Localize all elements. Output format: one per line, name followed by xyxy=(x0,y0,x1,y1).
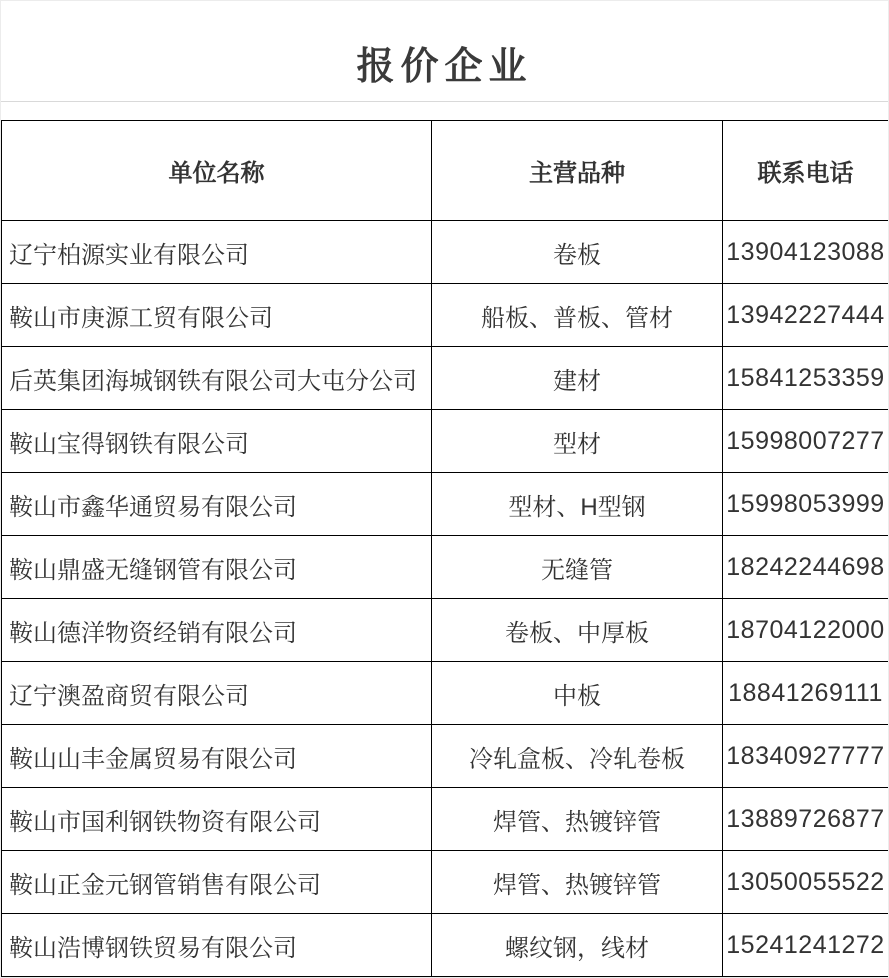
phone-cell: 18340927777 xyxy=(723,725,889,788)
table-row xyxy=(2,473,889,536)
company-cell: 鞍山市国利钢铁物资有限公司 xyxy=(2,788,432,851)
table-row xyxy=(2,347,889,410)
table-row xyxy=(2,788,889,851)
phone-cell: 13889726877 xyxy=(723,788,889,851)
products-cell: 型材、H型钢 xyxy=(432,473,723,536)
phone-cell: 15841253359 xyxy=(723,347,889,410)
company-cell: 鞍山山丰金属贸易有限公司 xyxy=(2,725,432,788)
title-section xyxy=(1,1,888,102)
phone-cell: 13942227444 xyxy=(723,284,889,347)
products-cell: 无缝管 xyxy=(432,536,723,599)
company-cell: 鞍山市庚源工贸有限公司 xyxy=(2,284,432,347)
company-cell: 鞍山鼎盛无缝钢管有限公司 xyxy=(2,536,432,599)
phone-cell: 13904123088 xyxy=(723,221,889,284)
products-cell: 中板 xyxy=(432,662,723,725)
table-row xyxy=(2,410,889,473)
phone-cell: 15241241272 xyxy=(723,914,889,977)
phone-cell: 15998007277 xyxy=(723,410,889,473)
header-products: 主营品种 xyxy=(432,121,723,221)
products-cell: 螺纹钢，线材 xyxy=(432,914,723,977)
page-title: 报价企业 xyxy=(356,45,533,88)
company-cell: 鞍山宝得钢铁有限公司 xyxy=(2,410,432,473)
phone-cell: 18841269111 xyxy=(723,662,889,725)
quote-table xyxy=(1,120,889,977)
table-header-row xyxy=(2,121,889,221)
header-phone: 联系电话 xyxy=(723,121,889,221)
products-cell: 卷板、中厚板 xyxy=(432,599,723,662)
company-cell: 辽宁澳盈商贸有限公司 xyxy=(2,662,432,725)
products-cell: 建材 xyxy=(432,347,723,410)
header-company: 单位名称 xyxy=(2,121,432,221)
phone-cell: 13050055522 xyxy=(723,851,889,914)
table-row xyxy=(2,914,889,977)
phone-cell: 15998053999 xyxy=(723,473,889,536)
table-row xyxy=(2,725,889,788)
phone-cell: 18704122000 xyxy=(723,599,889,662)
table-row xyxy=(2,662,889,725)
table-header xyxy=(2,121,889,221)
table-row xyxy=(2,536,889,599)
company-cell: 鞍山德洋物资经销有限公司 xyxy=(2,599,432,662)
products-cell: 船板、普板、管材 xyxy=(432,284,723,347)
table-row xyxy=(2,284,889,347)
table-row xyxy=(2,851,889,914)
products-cell: 卷板 xyxy=(432,221,723,284)
table-row xyxy=(2,221,889,284)
phone-cell: 18242244698 xyxy=(723,536,889,599)
company-cell: 鞍山浩博钢铁贸易有限公司 xyxy=(2,914,432,977)
products-cell: 冷轧盒板、冷轧卷板 xyxy=(432,725,723,788)
company-cell: 后英集团海城钢铁有限公司大屯分公司 xyxy=(2,347,432,410)
table-body xyxy=(2,221,889,977)
products-cell: 焊管、热镀锌管 xyxy=(432,851,723,914)
company-cell: 鞍山正金元钢管销售有限公司 xyxy=(2,851,432,914)
company-cell: 鞍山市鑫华通贸易有限公司 xyxy=(2,473,432,536)
table-row xyxy=(2,599,889,662)
products-cell: 型材 xyxy=(432,410,723,473)
company-cell: 辽宁柏源实业有限公司 xyxy=(2,221,432,284)
products-cell: 焊管、热镀锌管 xyxy=(432,788,723,851)
